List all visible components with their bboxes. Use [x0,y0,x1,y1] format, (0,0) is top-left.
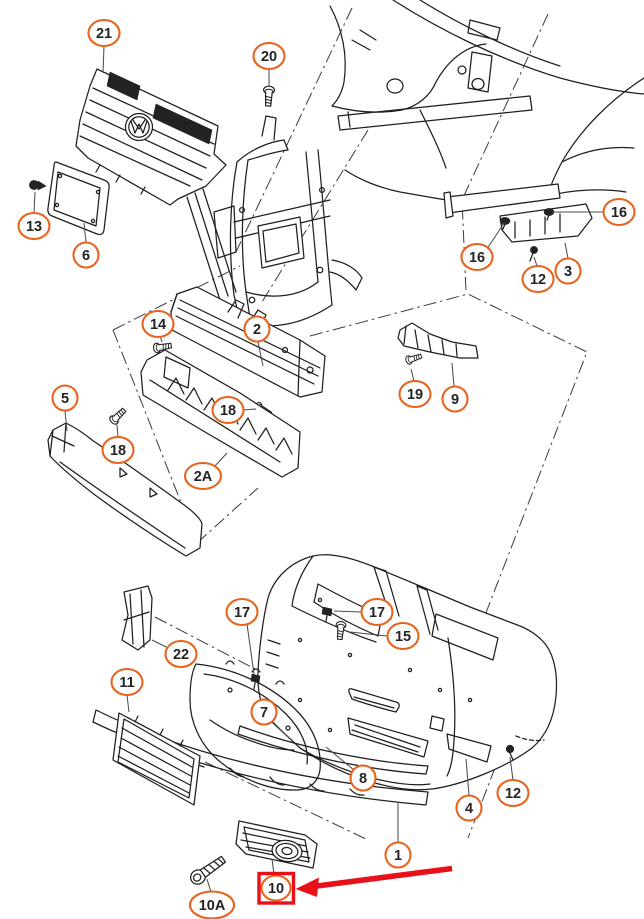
callout-label: 7 [259,705,269,721]
callout-10a[interactable] [190,892,234,919]
callout-8[interactable] [351,766,376,791]
callout-10-highlighted[interactable] [262,876,291,901]
callout-label: 22 [172,647,190,663]
callout-17-right[interactable] [362,599,393,625]
callout-label: 8 [358,771,368,787]
callout-label: 9 [450,392,460,408]
part-center-grille-11 [113,713,200,805]
callout-label: 14 [149,317,167,333]
callout-label: 17 [233,605,251,621]
callout-label: 19 [406,387,424,403]
callout-label: 6 [81,248,91,264]
callout-label: 1 [393,848,403,864]
screw-18-left [108,406,127,425]
callout-2[interactable] [245,317,270,342]
callout-label: 16 [468,250,486,266]
callout-4[interactable] [457,796,482,821]
callout-12-lower[interactable] [498,780,529,806]
callout-label: 18 [109,443,127,459]
callout-21[interactable] [89,20,120,46]
callout-5[interactable] [53,386,78,411]
callout-7[interactable] [252,700,277,725]
callout-label: 10A [198,898,226,914]
callout-17-left[interactable] [227,599,258,625]
callout-16-left[interactable] [462,244,493,270]
part-side-piece-22 [122,586,152,650]
callout-label: 11 [119,675,135,691]
callout-16-right[interactable] [604,199,635,225]
callout-label: 13 [25,219,43,235]
highlight-group [259,869,452,904]
callout-label: 5 [60,391,70,407]
callout-18-right[interactable] [213,397,244,423]
screw-13 [29,180,46,190]
callout-19[interactable] [400,381,431,407]
part-plate-bracket [48,162,109,235]
screw-20 [263,86,275,106]
callout-label: 3 [563,264,573,280]
callout-label: 18 [219,403,237,419]
callout-3[interactable] [556,259,581,284]
callout-label: 16 [610,205,628,221]
callout-label: 2 [252,322,262,338]
callout-12-upper[interactable] [523,266,554,292]
part-body-structure [330,0,644,200]
part-front-bumper-cover [258,555,557,790]
callout-11[interactable] [112,669,143,695]
part-side-bracket-9 [398,323,478,358]
screw-19 [405,352,423,365]
callout-label: 21 [95,26,113,42]
selection-arrow-icon [296,869,453,898]
callout-18-left[interactable] [103,437,134,463]
callout-label: 2A [193,469,213,485]
part-fog-grille-10 [236,821,317,868]
callout-9[interactable] [443,387,468,412]
callout-label: 15 [394,629,412,645]
callout-label: 20 [260,49,278,65]
callout-13[interactable] [19,213,50,239]
callout-label: 4 [464,801,474,817]
callout-20[interactable] [254,43,285,69]
callout-6[interactable] [74,243,99,268]
callout-label: 17 [368,605,386,621]
vw-emblem-icon [126,114,153,141]
callout-label: 10 [267,881,285,897]
callout-14[interactable] [143,311,174,337]
callout-22[interactable] [166,641,197,667]
callout-15[interactable] [388,623,419,649]
screw-12-upper [530,246,538,261]
callout-label: 12 [504,786,522,802]
callout-label: 12 [529,272,547,288]
callout-2a[interactable] [185,463,221,489]
callout-1[interactable] [386,843,411,868]
